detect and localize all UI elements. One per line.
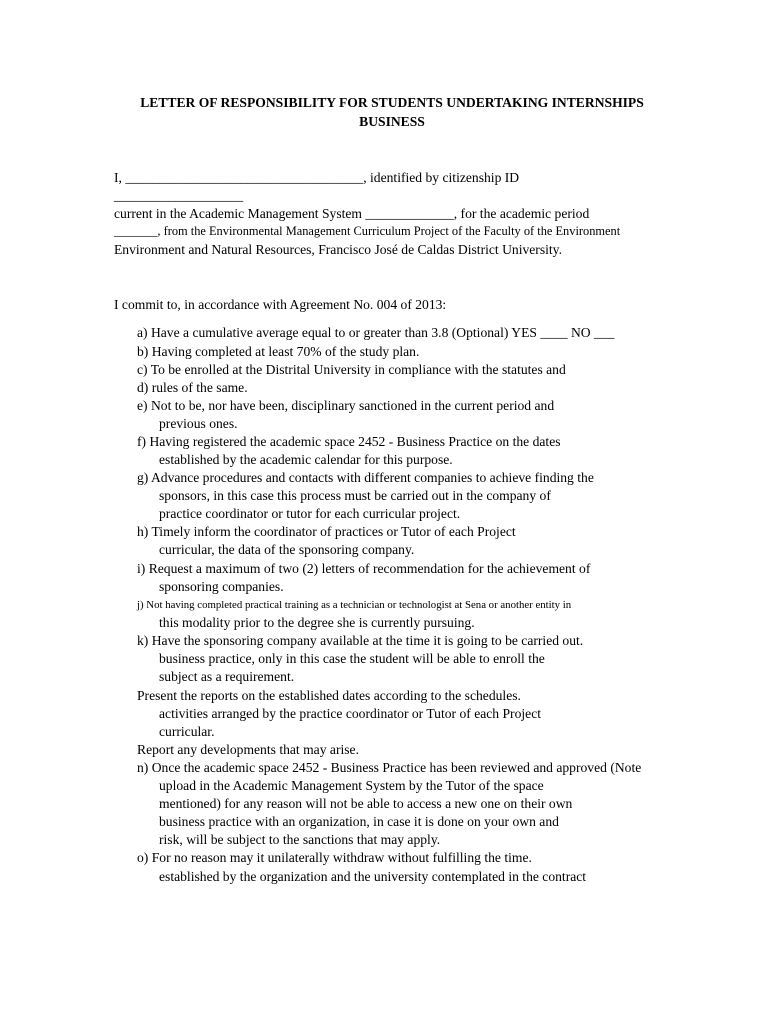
item-f-line-1: f) Having registered the academic space 2452 - Business Practice on the dates xyxy=(137,434,561,449)
item-c-line-1: c) To be enrolled at the Distrital University in compliance with the statutes and xyxy=(137,362,566,377)
item-a-line-1: a) Have a cumulative average equal to or greater than 3.8 (Optional) YES ____ NO ___ xyxy=(137,325,615,340)
item-h-line-1: h) Timely inform the coordinator of practices or Tutor of each Project xyxy=(137,524,516,539)
item-m-line-1: Report any developments that may arise. xyxy=(137,742,359,757)
item-d-line-1: d) rules of the same. xyxy=(137,380,248,395)
item-h-line-2: curricular, the data of the sponsoring company. xyxy=(159,542,415,557)
title-line-1: LETTER OF RESPONSIBILITY FOR STUDENTS UNDERTAKING INTERNSHIPS xyxy=(140,95,644,110)
item-f-line-2: established by the academic calendar for this purpose. xyxy=(159,452,453,467)
item-b-line-1: b) Having completed at least 70% of the study plan. xyxy=(137,344,420,359)
item-k-line-1: k) Have the sponsoring company available at the time it is going to be carried out. xyxy=(137,633,584,648)
item-g-line-1: g) Advance procedures and contacts with different companies to achieve finding the xyxy=(137,470,594,485)
item-l-line-1: Present the reports on the established dates according to the schedules. xyxy=(137,688,521,703)
intro-line-5: Environment and Natural Resources, Francisco José de Caldas District University. xyxy=(114,242,562,257)
item-e-line-1: e) Not to be, nor have been, disciplinary sanctioned in the current period and xyxy=(137,398,555,413)
intro-line-3: current in the Academic Management System _____________, for the academic period xyxy=(114,206,590,221)
item-e-line-2: previous ones. xyxy=(159,416,238,431)
item-n-line-3: mentioned) for any reason will not be able to access a new one on their own xyxy=(159,796,573,811)
title-line-2: BUSINESS xyxy=(359,114,425,129)
item-n-line-2: upload in the Academic Management System by the Tutor of the space xyxy=(159,778,544,793)
item-g-line-2: sponsors, in this case this process must be carried out in the company of xyxy=(159,488,551,503)
item-o-line-1: o) For no reason may it unilaterally withdraw without fulfilling the time. xyxy=(137,850,532,865)
intro-line-2: ___________________ xyxy=(114,188,244,203)
item-i-line-2: sponsoring companies. xyxy=(159,579,284,594)
item-j-line-2: this modality prior to the degree she is currently pursuing. xyxy=(159,615,475,630)
item-o-line-2: established by the organization and the university contemplated in the contract xyxy=(159,869,587,884)
item-j-line-1: j) Not having completed practical training as a technician or technologist at Sena or another entity in xyxy=(137,599,572,611)
item-k-line-2: business practice, only in this case the student will be able to enroll the xyxy=(159,651,545,666)
item-n-line-5: risk, will be subject to the sanctions that may apply. xyxy=(159,832,441,847)
commit-line: I commit to, in accordance with Agreement No. 004 of 2013: xyxy=(114,297,447,312)
item-n-line-4: business practice with an organization, in case it is done on your own and xyxy=(159,814,559,829)
item-l-line-2: activities arranged by the practice coordinator or Tutor of each Project xyxy=(159,706,541,721)
intro-line-4: _______, from the Environmental Management Curriculum Project of the Faculty of the Environment xyxy=(114,224,621,238)
item-g-line-3: practice coordinator or tutor for each curricular project. xyxy=(159,506,461,521)
intro-line-1: I, ___________________________________, identified by citizenship ID xyxy=(114,170,520,185)
item-l-line-3: curricular. xyxy=(159,724,215,739)
item-n-line-1: n) Once the academic space 2452 - Business Practice has been reviewed and approved (Note xyxy=(137,760,642,775)
item-k-line-3: subject as a requirement. xyxy=(159,669,295,684)
item-i-line-1: i) Request a maximum of two (2) letters of recommendation for the achievement of xyxy=(137,561,591,576)
